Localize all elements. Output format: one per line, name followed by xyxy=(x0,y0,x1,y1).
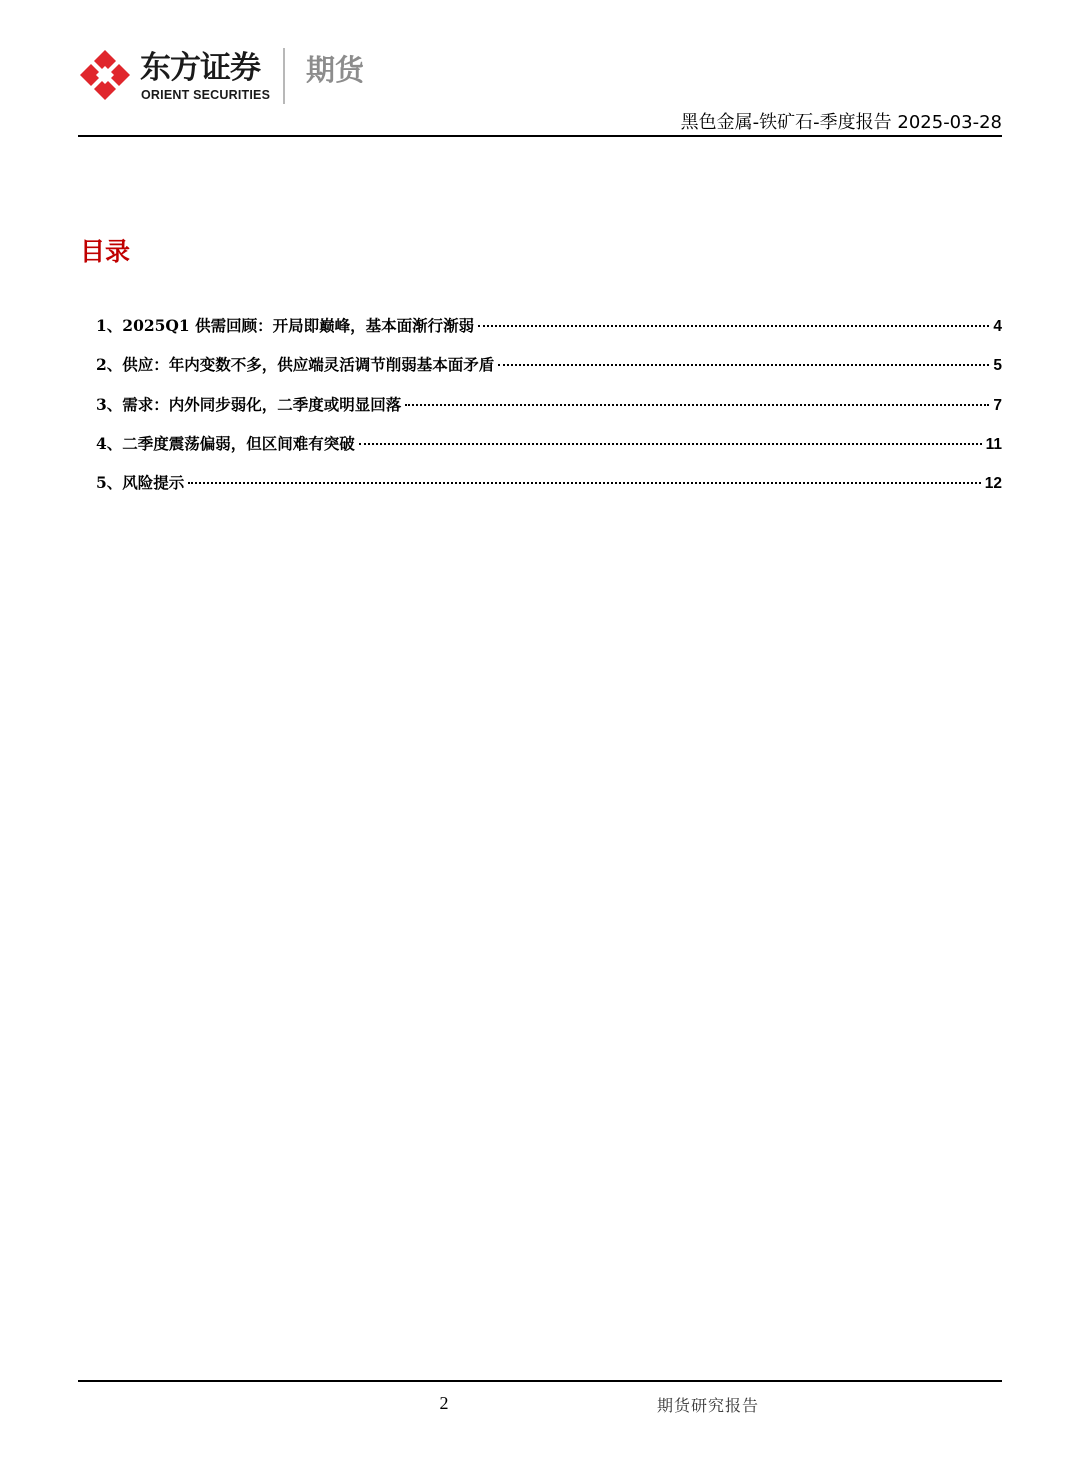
toc-entry-text: 1、2025Q1 供需回顾：开局即巅峰，基本面渐行渐弱 xyxy=(96,316,475,335)
toc-dot-leader xyxy=(478,325,989,327)
report-category-date: 黑色金属-铁矿石-季度报告 2025-03-28 xyxy=(680,112,1002,133)
footer-report-type: 期货研究报告 xyxy=(657,1396,760,1415)
toc-entry-page: 7 xyxy=(993,396,1002,414)
brand-name-cn: 东方证券 xyxy=(140,50,260,86)
toc-entry[interactable] xyxy=(96,432,1002,471)
brand-division: 期货 xyxy=(306,53,365,87)
toc-entry-text: 3、需求：内外同步弱化，二季度或明显回落 xyxy=(96,394,402,414)
toc-entry[interactable] xyxy=(96,314,1002,353)
brand-name-en: ORIENT SECURITIES xyxy=(141,88,271,102)
toc-entry[interactable] xyxy=(96,393,1002,432)
table-of-contents xyxy=(96,314,1002,510)
toc-dot-leader xyxy=(359,443,982,445)
toc-entry-text: 5、风险提示 xyxy=(96,473,185,493)
header-divider xyxy=(78,135,1002,137)
toc-entry-text: 4、二季度震荡偏弱，但区间难有突破 xyxy=(96,433,355,453)
page-header xyxy=(78,40,1002,140)
page-number: 2 xyxy=(439,1393,449,1413)
footer-divider xyxy=(78,1380,1002,1382)
toc-entry-page: 11 xyxy=(985,435,1002,453)
toc-entry-page: 4 xyxy=(993,318,1002,335)
toc-entry[interactable] xyxy=(96,353,1002,392)
toc-dot-leader xyxy=(188,482,980,484)
toc-entry-page: 5 xyxy=(993,357,1002,375)
toc-dot-leader xyxy=(498,364,989,366)
toc-entry-page: 12 xyxy=(984,475,1002,493)
toc-dot-leader xyxy=(405,404,989,406)
toc-entry[interactable] xyxy=(96,471,1002,510)
orient-securities-logo-icon xyxy=(78,48,132,102)
brand-divider xyxy=(283,48,285,104)
toc-entry-text: 2、供应：年内变数不多，供应端灵活调节削弱基本面矛盾 xyxy=(96,355,495,375)
toc-title: 目录 xyxy=(80,237,131,266)
